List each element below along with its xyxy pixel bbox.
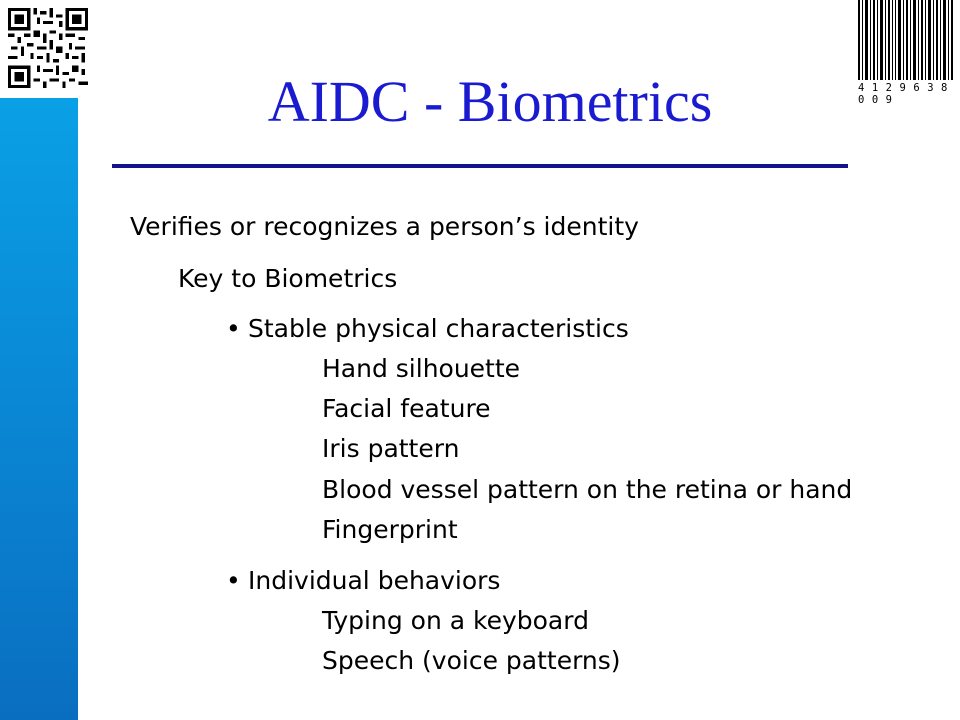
key-heading: Key to Biometrics — [178, 264, 398, 293]
page-title: AIDC - Biometrics — [267, 69, 713, 134]
list-item: Blood vessel pattern on the retina or hand — [322, 475, 853, 504]
title-underline — [112, 164, 848, 168]
intro-text: Verifies or recognizes a person’s identity — [130, 212, 639, 241]
list-item: Typing on a keyboard — [322, 606, 589, 635]
list-item: Facial feature — [322, 394, 491, 423]
bullet-icon: • — [226, 314, 241, 343]
section-heading-label: Individual behaviors — [248, 566, 501, 595]
bullet-icon: • — [226, 566, 241, 595]
list-item: Fingerprint — [322, 515, 458, 544]
section-behaviors-heading — [226, 565, 500, 597]
list-item: Speech (voice patterns) — [322, 646, 621, 675]
list-item: Iris pattern — [322, 434, 460, 463]
sidebar-accent-bar — [0, 98, 78, 720]
list-item: Hand silhouette — [322, 354, 521, 383]
section-physical-heading — [226, 313, 629, 345]
barcode-digits: 4 1 2 9 6 3 8 0 0 9 — [858, 82, 948, 106]
section-heading-label: Stable physical characteristics — [248, 314, 629, 343]
